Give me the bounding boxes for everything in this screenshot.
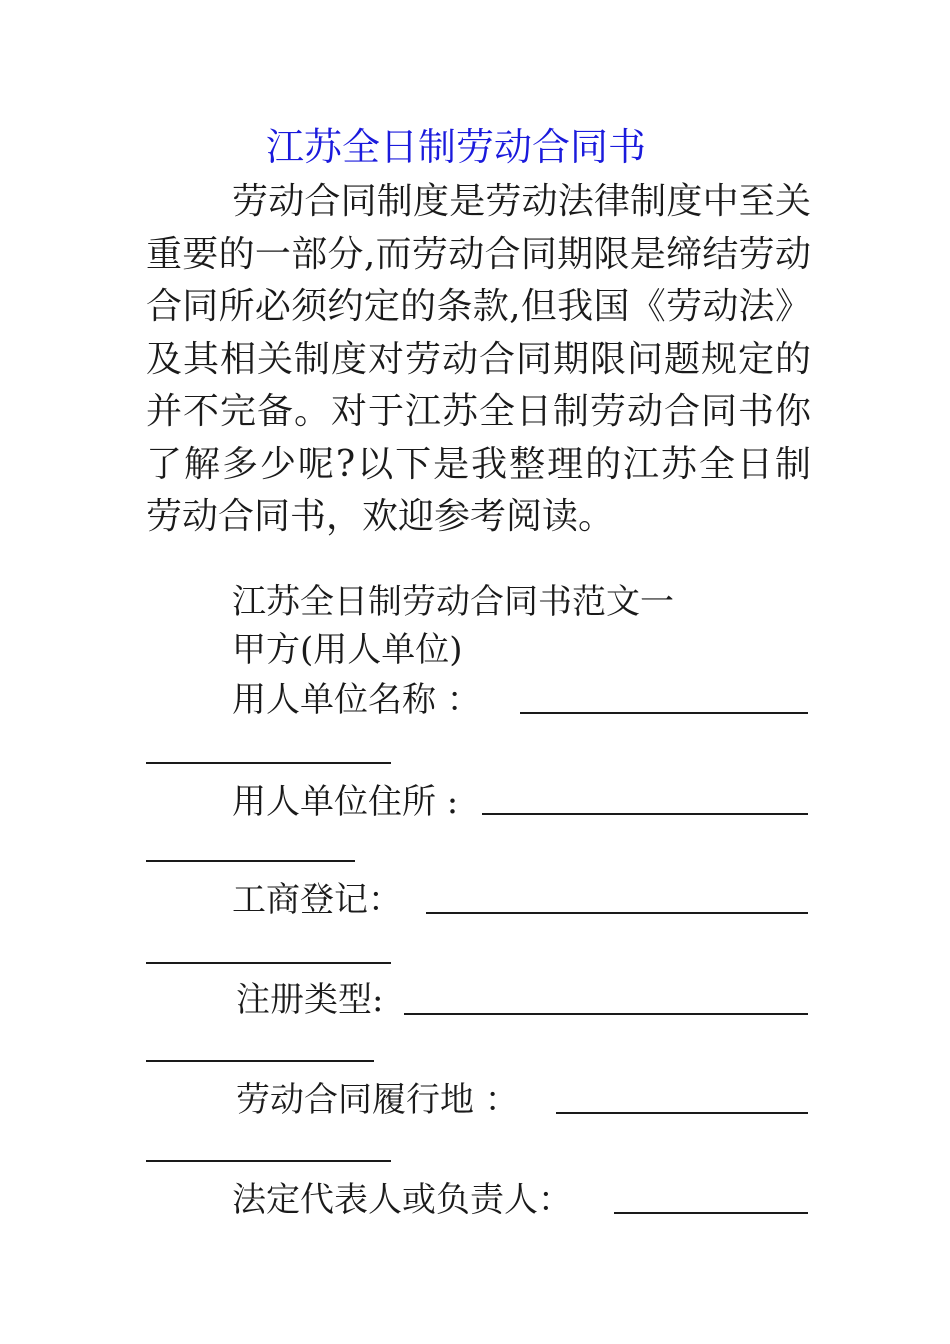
field-label-business-registration: 工商登记： <box>232 880 402 920</box>
fill-line-employer-address-1 <box>482 813 808 815</box>
field-label-employer-name: 用人单位名称 ： <box>232 680 481 720</box>
field-label-legal-representative: 法定代表人或负责人： <box>232 1180 572 1220</box>
field-label-employer-address: 用人单位住所 : <box>232 782 459 822</box>
fill-line-business-registration-2 <box>146 962 391 964</box>
party-a-heading: 甲方(用人单位) <box>232 630 463 670</box>
intro-paragraph: 劳动合同制度是劳动法律制度中至关重要的一部分,而劳动合同期限是缔结劳动合同所必须约定的条款,但我国《劳动法》及其相关制度对劳动合同期限问题规定的并不完备。对于江苏全日制劳动合同书你了解多少呢?以下是我整理的江苏全日制劳动合同书，欢迎参考阅读。 <box>146 181 811 537</box>
field-label-contract-location: 劳动合同履行地 ： <box>236 1080 519 1120</box>
fill-line-legal-representative-1 <box>614 1212 808 1214</box>
document-title: 江苏全日制劳动合同书 <box>266 125 647 169</box>
fill-line-registration-type-2 <box>146 1060 374 1062</box>
fill-line-registration-type-1 <box>404 1013 808 1015</box>
section-heading: 江苏全日制劳动合同书范文一 <box>232 582 674 622</box>
fill-line-employer-name-1 <box>520 712 808 714</box>
fill-line-employer-name-2 <box>146 762 391 764</box>
fill-line-employer-address-2 <box>146 860 355 862</box>
field-label-registration-type: 注册类型: <box>236 980 384 1020</box>
fill-line-contract-location-2 <box>146 1160 391 1162</box>
fill-line-contract-location-1 <box>556 1112 808 1114</box>
fill-line-business-registration-1 <box>426 912 808 914</box>
